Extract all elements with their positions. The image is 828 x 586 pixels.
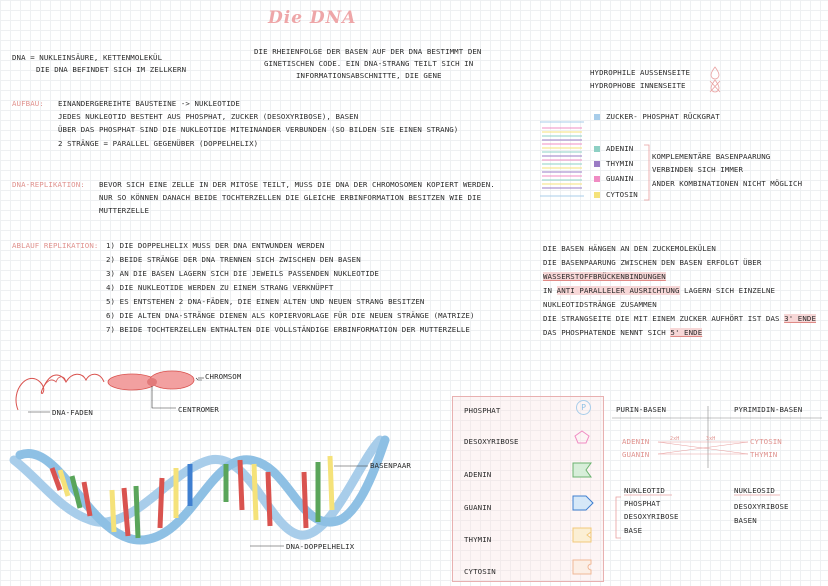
table-adenin: ADENIN — [464, 470, 492, 479]
intro-center-3: INFORMATIONSABSCHNITTE, DIE GENE — [296, 71, 442, 80]
thymin-swatch — [594, 161, 600, 167]
replikation-line-3: MUTTERZELLE — [99, 206, 150, 215]
pairing-line-1: KOMPLEMENTÄRE BASENPAARUNG — [652, 152, 771, 161]
thymin-shape-icon — [572, 527, 592, 543]
aufbau-line-4: 2 STRÄNGE = PARALLEL GEGENÜBER (DOPPELHELIX) — [58, 139, 259, 148]
pyrimidin-label: PYRIMIDIN-BASEN — [734, 405, 803, 414]
cytosin-swatch — [594, 192, 600, 198]
adenin-shape-icon — [572, 462, 592, 478]
purin-guanin: GUANIN — [622, 450, 650, 459]
nukleotid-bracket — [614, 496, 622, 540]
intro-center-2: GINETISCHEN CODE. EIN DNA-STRANG TEILT SICH IN — [264, 59, 474, 68]
backbone-swatch — [594, 114, 600, 120]
label-chromosom: CHROMSOM — [205, 372, 242, 381]
replikation-line-1: BEVOR SICH EINE ZELLE IN DER MITOSE TEILT, MUSS DIE DNA DER CHROMOSOMEN KOPIERT WERDEN. — [99, 180, 495, 189]
aufbau-line-1: EINANDERGEREIHTE BAUSTEINE -> NUKLEOTIDE — [58, 99, 240, 108]
intro-line-2: DIE DNA BEFINDET SICH IM ZELLKERN — [36, 65, 187, 74]
table-desoxyribose: DESOXYRIBOSE — [464, 437, 519, 446]
intro-center-1: DIE RHEIENFOLGE DER BASEN AUF DER DNA BESTIMMT DEN — [254, 47, 482, 56]
pairing-line-2: VERBINDEN SICH IMMER — [652, 165, 743, 174]
guanin-swatch — [594, 176, 600, 182]
ablauf-step-5: 5) ES ENTSTEHEN 2 DNA-FÄDEN, DIE EINEN ALTEN UND NEUEN STRANG BESITZEN — [106, 297, 425, 306]
pyrimidin-cytosin: CYTOSIN — [750, 437, 782, 446]
aufbau-line-2: JEDES NUKLEOTID BESTEHT AUS PHOSPHAT, ZUCKER (DESOXYRIBOSE), BASEN — [58, 112, 359, 121]
ablauf-step-4: 4) DIE NUKLEOTIDE WERDEN ZU EINEM STRANG VERKNÜPFT — [106, 283, 334, 292]
ablauf-step-7: 7) BEIDE TOCHTERZELLEN ENTHALTEN DIE VOLLSTÄNDIGE ERBINFORMATION DER MUTTERZELLE — [106, 325, 470, 334]
note-line-7: DAS PHOSPHATENDE NENNT SICH 5' ENDE — [543, 328, 703, 337]
replikation-label: DNA-REPLIKATION: — [12, 180, 85, 189]
legend-cytosin: CYTOSIN — [606, 190, 638, 199]
underline-marks — [620, 494, 780, 498]
nukleotid-item-3: BASE — [624, 526, 643, 535]
adenin-swatch — [594, 146, 600, 152]
nukleosid-item-2: BASEN — [734, 516, 757, 525]
water-drop-icon — [708, 66, 722, 94]
table-thymin: THYMIN — [464, 535, 492, 544]
nukleotid-title: NUKLEOTID — [624, 486, 665, 495]
legend-guanin: GUANIN — [606, 174, 634, 183]
cytosin-shape-icon — [572, 559, 592, 575]
note-line-6: DIE STRANGSEITE DIE MIT EINEM ZUCKER AUFHÖRT IST DAS 3' ENDE — [543, 314, 816, 323]
table-guanin: GUANIN — [464, 503, 492, 512]
table-cytosin: CYTOSIN — [464, 567, 496, 576]
aufbau-line-3: ÜBER DAS PHOSPHAT SIND DIE NUKLEOTIDE MITEINANDER VERBUNDEN (SO BILDEN SIE EINEN STRANG) — [58, 125, 459, 134]
mini-helix-ladder — [540, 120, 586, 200]
label-dna-faden: DNA-FADEN — [52, 408, 93, 417]
ablauf-step-6: 6) DIE ALTEN DNA-STRÄNGE DIENEN ALS KOPIERVORLAGE FÜR DIE NEUEN STRÄNGE (MATRIZE) — [106, 311, 475, 320]
intro-line-1: DNA = NUKLEINSÄURE, KETTENMOLEKÜL — [12, 53, 163, 62]
guanin-shape-icon — [572, 495, 594, 511]
5-ende-highlight: 5' ENDE — [670, 328, 703, 337]
phosphat-symbol-icon: P — [576, 400, 591, 415]
note-line-3 — [543, 271, 666, 283]
legend-thymin: THYMIN — [606, 159, 634, 168]
nukleosid-title: NUKLEOSID — [734, 486, 775, 495]
ablauf-step-3: 3) AN DIE BASEN LAGERN SICH DIE JEWEILS PASSENDEN NUKLEOTIDE — [106, 269, 379, 278]
structure-table — [452, 396, 604, 582]
ablauf-step-1: 1) DIE DOPPELHELIX MUSS DER DNA ENTWUNDEN WERDEN — [106, 241, 325, 250]
wasserstoff-highlight: WASSERSTOFFBRÜCKENBINDUNGEN — [543, 272, 666, 281]
page-title: Die DNA — [268, 8, 357, 28]
nukleotid-item-2: DESOXYRIBOSE — [624, 512, 679, 521]
pentagon-icon — [574, 430, 590, 444]
purin-adenin: ADENIN — [622, 437, 650, 446]
aufbau-label: AUFBAU: — [12, 99, 44, 108]
pairing-bracket — [644, 143, 652, 203]
note-line-2: DIE BASENPAARUNG ZWISCHEN DEN BASEN ERFOLGT ÜBER — [543, 258, 762, 267]
bond-2h: 2xH — [670, 436, 680, 442]
nukleosid-item-1: DESOXYRIBOSE — [734, 502, 789, 511]
label-centromer: CENTROMER — [178, 405, 219, 414]
nukleotid-item-1: PHOSPHAT — [624, 499, 661, 508]
ablauf-step-2: 2) BEIDE STRÄNGE DER DNA TRENNEN SICH ZWISCHEN DEN BASEN — [106, 255, 361, 264]
label-doppelhelix: DNA-DOPPELHELIX — [286, 542, 355, 551]
note-line-1: DIE BASEN HÄNGEN AN DEN ZUCKEMOLEKÜLEN — [543, 244, 716, 253]
antiparallel-highlight: ANTI PARALLELER AUSRICHTUNG — [556, 286, 680, 295]
purin-label: PURIN-BASEN — [616, 405, 667, 414]
table-phosphat: PHOSPHAT — [464, 406, 501, 415]
hydrophil-label: HYDROPHILE AUSSENSEITE — [590, 68, 691, 77]
hydrophob-label: HYDROPHOBE INNENSEITE — [590, 81, 686, 90]
legend-adenin: ADENIN — [606, 144, 634, 153]
replikation-line-2: NUR SO KÖNNEN DANACH BEIDE TOCHTERZELLEN DIE GLEICHE ERBINFORMATION BESITZEN WIE DIE — [99, 193, 482, 202]
note-line-4: IN ANTI PARALLELER AUSRICHTUNG LAGERN SICH EINZELNE — [543, 286, 776, 295]
ablauf-label: ABLAUF REPLIKATION: — [12, 241, 99, 250]
backbone-label: ZUCKER- PHOSPHAT RÜCKGRAT — [606, 112, 720, 121]
note-line-5: NUKLEOTIDSTRÄNGE ZUSAMMEN — [543, 300, 657, 309]
bond-3h: 3xH — [706, 436, 716, 442]
dna-faden-curl — [16, 374, 104, 410]
label-basenpaar: BASENPAAR — [370, 461, 411, 470]
dna-illustration — [0, 360, 440, 586]
chromosom-shape — [108, 371, 194, 390]
3-ende-highlight: 3' ENDE — [784, 314, 816, 323]
pyrimidin-thymin: THYMIN — [750, 450, 778, 459]
pairing-line-3: ANDER KOMBINATIONEN NICHT MÖGLICH — [652, 179, 803, 188]
